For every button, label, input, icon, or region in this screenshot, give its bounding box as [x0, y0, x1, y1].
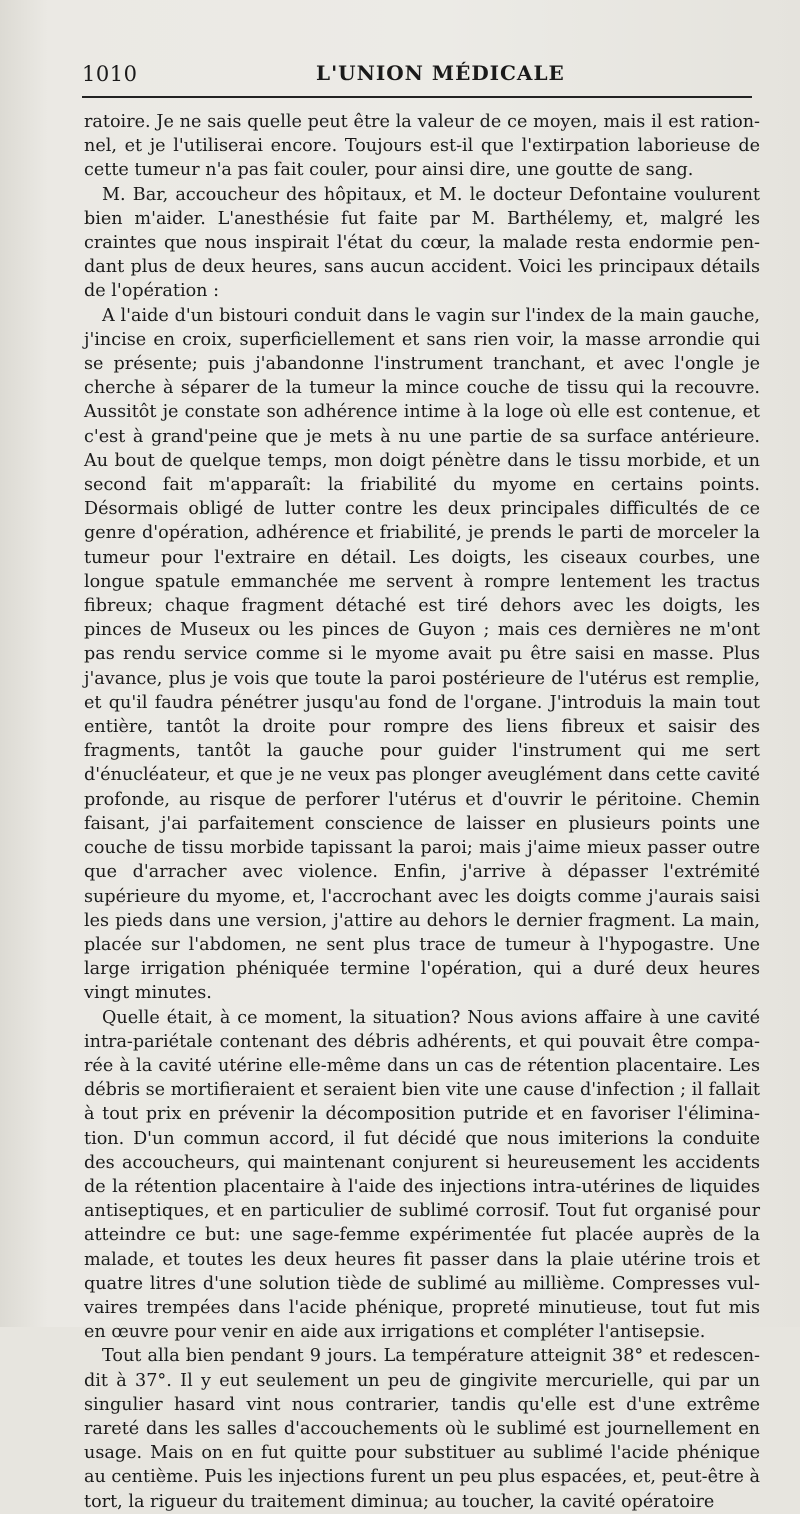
page-header: [82, 58, 770, 94]
paragraph-2: M. Bar, accoucheur des hôpitaux, et M. le docteur Defontaine voulurent bien m'aider. L'anesthésie fut faite par M. Barthélemy, et, malgré les craintes que nous inspirait l'état du cœur, la malade resta endormie pendant plus de deux heures, sans aucun accident. Voici les principaux détails de l'opération :: [84, 184, 760, 302]
running-title: L'UNION MÉDICALE: [316, 61, 565, 85]
article-body: [84, 110, 760, 1514]
header-rule: [82, 96, 752, 98]
paragraph-5: Tout alla bien pendant 9 jours. La température atteignit 38° et redescendit à 37°. Il y eut seulement un peu de gingivite mercurielle, qui par un singulier hasard vint nous contrarier, tandis qu'elle est d'une extrême rareté dans les salles d'accouchements où le sublimé est journellement en usage. Mais on en fut quitte pour substituer au sublimé l'acide phénique au centième. Puis les injections furent un peu plus espacées, et, peut-être à tort, la rigueur du traitement diminua; au toucher, la cavité opératoire: [84, 1346, 760, 1512]
page-number: 1010: [82, 62, 138, 86]
paragraph-1: ratoire. Je ne sais quelle peut être la valeur de ce moyen, mais il est rationnel, et je l'utiliserai encore. Toujours est-il que l'extirpation laborieuse de cette tumeur n'a pas fait couler, pour ainsi dire, une goutte de sang.: [84, 112, 760, 181]
paragraph-3: A l'aide d'un bistouri conduit dans le vagin sur l'index de la main gauche, j'incise en croix, superficiellement et sans rien voir, la masse arrondie qui se présente; puis j'abandonne l'instrument tranchant, et avec l'ongle je cherche à séparer de la tumeur la mince couche de tissu qui la recouvre. Aussitôt je constate son adhérence intime à la loge où elle est contenue, et c'est à grand'peine que je mets à nu une partie de sa surface antérieure. Au bout de quelque temps, mon doigt pénètre dans le tissu morbide, et un second fait m'apparaît: la friabilité du myome en certains points. Désormais obligé de lutter contre les deux principales difficultés de ce genre d'opération, adhérence et friabilité, je prends le parti de morceler la tumeur pour l'extraire en détail. Les doigts, les ciseaux courbes, une longue spatule emmanchée me servent à rompre lentement les tractus fibreux; chaque fragment détaché est tiré dehors avec les doigts, les pinces de Museux ou les pinces de Guyon ; mais ces dernières ne m'ont pas rendu service comme si le myome avait pu être saisi en masse. Plus j'avance, plus je vois que toute la paroi postérieure de l'utérus est remplie, et qu'il faudra pénétrer jusqu'au fond de l'organe. J'introduis la main tout entière, tantôt la droite pour rompre des liens fibreux et saisir des fragments, tantôt la gauche pour guider l'instrument qui me sert d'énucléateur, et que je ne veux pas plonger aveuglément dans cette cavité profonde, au risque de perforer l'utérus et d'ouvrir le péritoine. Chemin faisant, j'ai parfaitement conscience de laisser en plusieurs points une couche de tissu morbide tapissant la paroi; mais j'aime mieux passer outre que d'arracher avec violence. Enfin, j'arrive à dépasser l'extrémité supérieure du myome, et, l'accrochant avec les doigts comme j'aurais saisi les pieds dans une version, j'attire au dehors le dernier fragment. La main, placée sur l'abdomen, ne sent plus trace de tumeur à l'hypogastre. Une large irrigation phéniquée termine l'opération, qui a duré deux heures vingt minutes.: [84, 305, 760, 1004]
paragraph-4: Quelle était, à ce moment, la situation? Nous avions affaire à une cavité intra-pariétale contenant des débris adhérents, et qui pouvait être comparée à la cavité utérine elle-même dans un cas de rétention placentaire. Les débris se mortifieraient et seraient bien vite une cause d'infection ; il fallait à tout prix en prévenir la décomposition putride et en favoriser l'élimination. D'un commun accord, il fut décidé que nous imiterions la conduite des accoucheurs, qui maintenant conjurent si heureusement les accidents de la rétention placentaire à l'aide des injections intra-utérines de liquides antiseptiques, et en particulier de sublimé corrosif. Tout fut organisé pour atteindre ce but: une sage-femme expérimentée fut placée auprès de la malade, et toutes les deux heures fit passer dans la plaie utérine trois et quatre litres d'une solution tiède de sublimé au millième. Compresses vulvaires trempées dans l'acide phénique, propreté minutieuse, tout fut mis en œuvre pour venir en aide aux irrigations et compléter l'antisepsie.: [84, 1007, 760, 1343]
